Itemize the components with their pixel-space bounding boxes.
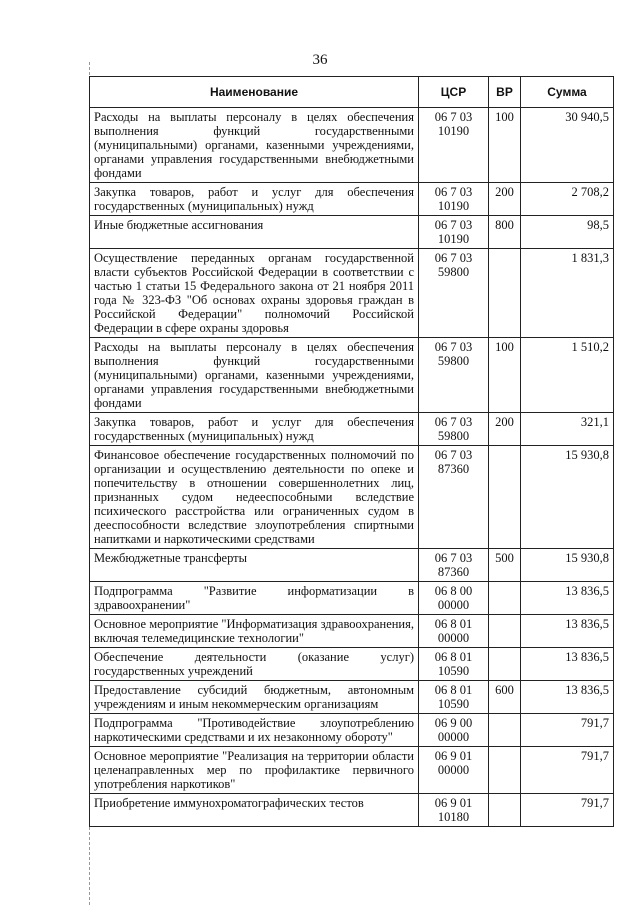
row-vr-cell — [489, 582, 521, 615]
csr-code-part2: 10190 — [437, 124, 470, 138]
row-csr-cell — [419, 446, 489, 549]
row-vr-cell: 600 — [489, 681, 521, 714]
page-number: 36 — [312, 52, 328, 68]
row-name-cell: Обеспечение деятельности (оказание услуг) государственных учреждений — [90, 648, 419, 681]
csr-code-part1: 06 8 00 — [434, 584, 473, 598]
table-row — [90, 413, 614, 446]
table-row — [90, 681, 614, 714]
row-csr-cell — [419, 216, 489, 249]
row-vr-cell: 500 — [489, 549, 521, 582]
row-sum-cell: 98,5 — [521, 216, 614, 249]
table-header-row — [90, 77, 614, 108]
row-vr-cell: 200 — [489, 183, 521, 216]
row-sum-cell: 30 940,5 — [521, 108, 614, 183]
budget-table — [89, 76, 614, 827]
header-sum: Сумма — [521, 77, 614, 108]
row-sum-cell: 13 836,5 — [521, 681, 614, 714]
row-sum-cell: 15 930,8 — [521, 446, 614, 549]
row-name-cell: Межбюджетные трансферты — [90, 549, 419, 582]
row-vr-cell: 100 — [489, 108, 521, 183]
row-name-cell: Предоставление субсидий бюджетным, автономным учреждениям и иным некоммерческим организациям — [90, 681, 419, 714]
row-csr-cell — [419, 549, 489, 582]
row-vr-cell: 200 — [489, 413, 521, 446]
csr-code-part2: 00000 — [437, 730, 470, 744]
header-csr: ЦСР — [419, 77, 489, 108]
row-csr-cell — [419, 615, 489, 648]
csr-code-part1: 06 7 03 — [434, 185, 473, 199]
row-name-cell: Осуществление переданных органам государственной власти субъектов Российской Федерации в соответствии с частью 1 статьи 15 Федерального закона от 21 ноября 2011 года № 323-ФЗ "Об основах охраны здоровья граждан в Российской Федерации" полномочий Российской Федерации в сфере охраны здоровья — [90, 249, 419, 338]
table-row — [90, 549, 614, 582]
csr-code-part1: 06 8 01 — [434, 650, 473, 664]
row-sum-cell: 1 510,2 — [521, 338, 614, 413]
table-row — [90, 249, 614, 338]
row-csr-cell — [419, 648, 489, 681]
table-row — [90, 446, 614, 549]
row-sum-cell: 321,1 — [521, 413, 614, 446]
table-row — [90, 183, 614, 216]
csr-code-part1: 06 9 01 — [434, 796, 473, 810]
csr-code-part2: 00000 — [437, 763, 470, 777]
header-name: Наименование — [90, 77, 419, 108]
row-csr-cell — [419, 681, 489, 714]
row-sum-cell: 2 708,2 — [521, 183, 614, 216]
csr-code-part1: 06 7 03 — [434, 551, 473, 565]
csr-code-part2: 59800 — [437, 429, 470, 443]
csr-code-part1: 06 7 03 — [434, 448, 473, 462]
row-sum-cell: 15 930,8 — [521, 549, 614, 582]
csr-code-part2: 59800 — [437, 265, 470, 279]
csr-code-part1: 06 7 03 — [434, 218, 473, 232]
row-sum-cell: 791,7 — [521, 747, 614, 794]
row-sum-cell: 791,7 — [521, 714, 614, 747]
row-name-cell: Подпрограмма "Развитие информатизации в здравоохранении" — [90, 582, 419, 615]
row-csr-cell — [419, 582, 489, 615]
table-row — [90, 582, 614, 615]
csr-code-part1: 06 7 03 — [434, 415, 473, 429]
row-name-cell: Расходы на выплаты персоналу в целях обеспечения выполнения функций государственными (муниципальными) органами, казенными учреждениями, органами управления государственными внебюджетными фондами — [90, 338, 419, 413]
row-name-cell: Основное мероприятие "Реализация на территории области целенаправленных мер по профилактике первичного употребления наркотиков" — [90, 747, 419, 794]
row-csr-cell — [419, 714, 489, 747]
row-vr-cell — [489, 648, 521, 681]
table-row — [90, 794, 614, 827]
csr-code-part2: 00000 — [437, 598, 470, 612]
row-csr-cell — [419, 794, 489, 827]
row-vr-cell — [489, 794, 521, 827]
row-sum-cell: 13 836,5 — [521, 648, 614, 681]
table-row — [90, 714, 614, 747]
row-csr-cell — [419, 338, 489, 413]
table-row — [90, 216, 614, 249]
table-row — [90, 108, 614, 183]
table-row — [90, 338, 614, 413]
row-sum-cell: 13 836,5 — [521, 582, 614, 615]
csr-code-part2: 00000 — [437, 631, 470, 645]
row-name-cell: Основное мероприятие "Информатизация здравоохранения, включая телемедицинские технологии" — [90, 615, 419, 648]
header-vr: ВР — [489, 77, 521, 108]
row-name-cell: Иные бюджетные ассигнования — [90, 216, 419, 249]
csr-code-part2: 10590 — [437, 697, 470, 711]
csr-code-part2: 59800 — [437, 354, 470, 368]
row-csr-cell — [419, 747, 489, 794]
row-csr-cell — [419, 183, 489, 216]
csr-code-part2: 87360 — [437, 565, 470, 579]
row-sum-cell: 1 831,3 — [521, 249, 614, 338]
csr-code-part1: 06 7 03 — [434, 110, 473, 124]
csr-code-part2: 10590 — [437, 664, 470, 678]
csr-code-part2: 87360 — [437, 462, 470, 476]
csr-code-part2: 10190 — [437, 232, 470, 246]
row-vr-cell — [489, 615, 521, 648]
table-row — [90, 747, 614, 794]
row-name-cell: Расходы на выплаты персоналу в целях обеспечения выполнения функций государственными (муниципальными) органами, казенными учреждениями, органами управления государственными внебюджетными фондами — [90, 108, 419, 183]
row-vr-cell — [489, 747, 521, 794]
row-sum-cell: 791,7 — [521, 794, 614, 827]
csr-code-part2: 10190 — [437, 199, 470, 213]
table-row — [90, 648, 614, 681]
row-csr-cell — [419, 249, 489, 338]
row-name-cell: Подпрограмма "Противодействие злоупотреблению наркотическими средствами и их незаконному обороту" — [90, 714, 419, 747]
csr-code-part1: 06 9 00 — [434, 716, 473, 730]
row-vr-cell: 100 — [489, 338, 521, 413]
row-csr-cell — [419, 413, 489, 446]
csr-code-part1: 06 7 03 — [434, 251, 473, 265]
row-vr-cell — [489, 249, 521, 338]
csr-code-part1: 06 7 03 — [434, 340, 473, 354]
row-vr-cell: 800 — [489, 216, 521, 249]
row-name-cell: Приобретение иммунохроматографических тестов — [90, 794, 419, 827]
csr-code-part1: 06 8 01 — [434, 683, 473, 697]
csr-code-part2: 10180 — [437, 810, 470, 824]
csr-code-part1: 06 9 01 — [434, 749, 473, 763]
row-name-cell: Закупка товаров, работ и услуг для обеспечения государственных (муниципальных) нужд — [90, 183, 419, 216]
row-name-cell: Финансовое обеспечение государственных полномочий по организации и осуществлению деятельности по опеке и попечительству в отношении совершеннолетних лиц, признанных судом недееспособными вследствие психического расстройства или ограниченных судом в дееспособности вследствие злоупотребления спиртными напитками и наркотическими средствами — [90, 446, 419, 549]
row-name-cell: Закупка товаров, работ и услуг для обеспечения государственных (муниципальных) нужд — [90, 413, 419, 446]
table-row — [90, 615, 614, 648]
row-csr-cell — [419, 108, 489, 183]
row-sum-cell: 13 836,5 — [521, 615, 614, 648]
csr-code-part1: 06 8 01 — [434, 617, 473, 631]
row-vr-cell — [489, 446, 521, 549]
row-vr-cell — [489, 714, 521, 747]
